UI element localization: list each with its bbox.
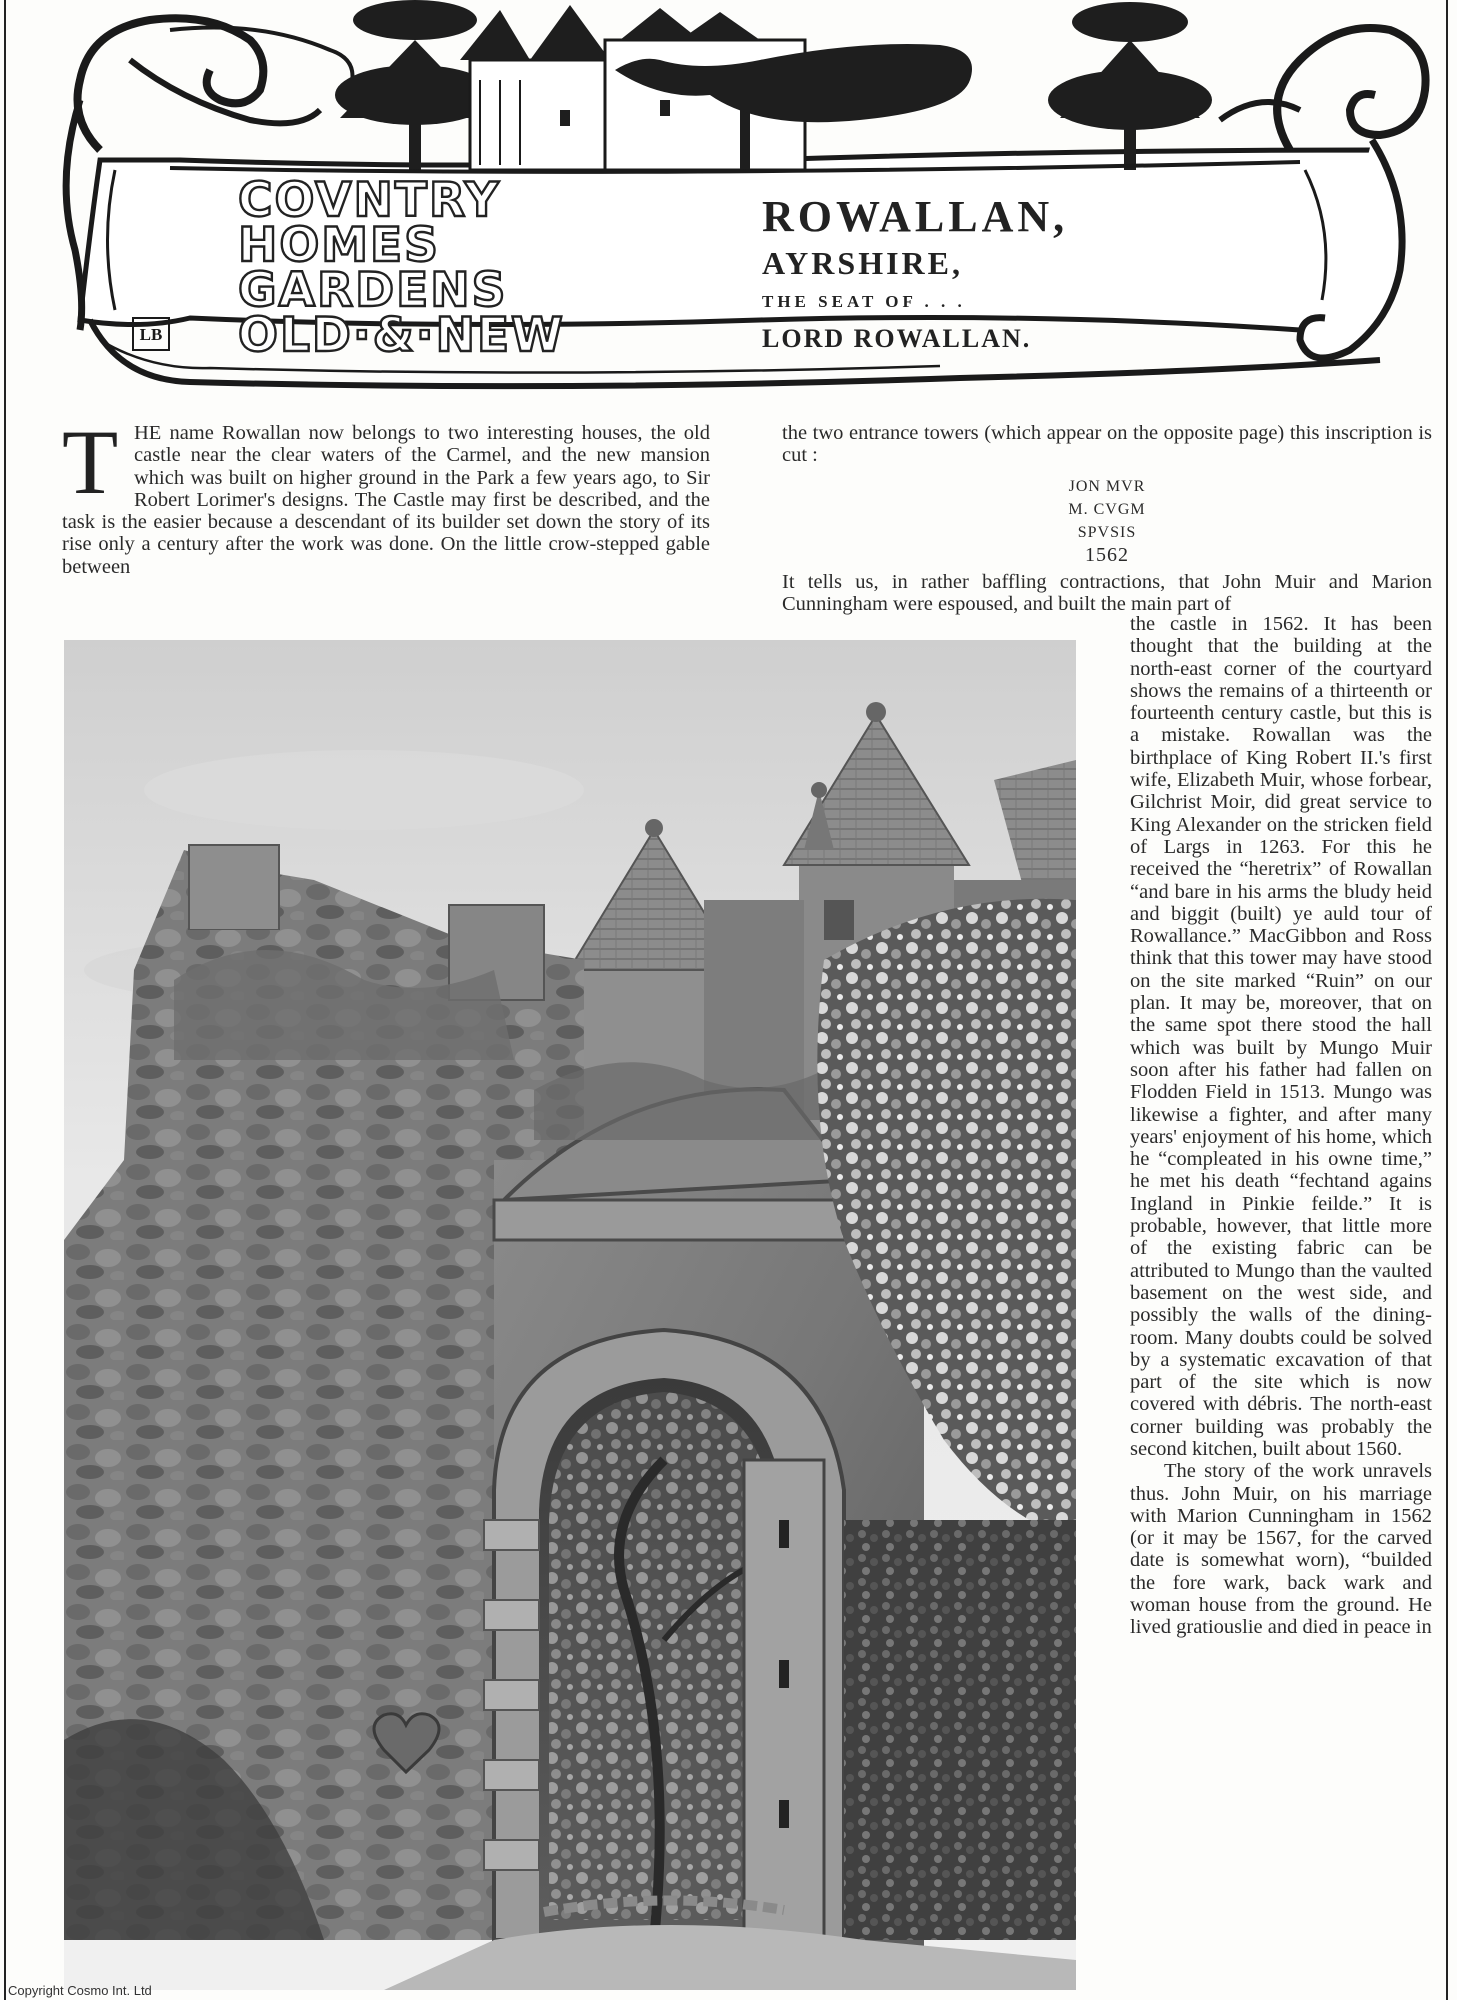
left-column-intro — [62, 411, 710, 578]
article-seat-label: THE SEAT OF . . . — [762, 292, 966, 311]
monogram-text: LB — [139, 325, 163, 344]
right-top-paragraph: the two entrance towers (which appear on the opposite page) this inscription is cut : — [782, 422, 1432, 467]
article-county: AYRSHIRE, — [762, 245, 963, 281]
header-banner — [60, 0, 1438, 400]
inscription-block — [782, 475, 1432, 567]
castle-gateway-illustration — [64, 640, 1076, 1990]
after-inscription-paragraph: It tells us, in rather baffling contractions, that John Muir and Marion Cunningham were espoused, and built the main part of — [782, 570, 1432, 615]
section-title — [238, 173, 668, 363]
article-place: ROWALLAN, — [762, 192, 1069, 241]
right-column-top — [782, 422, 1432, 615]
castle-gateway-photo — [64, 640, 1076, 1990]
section-title-line: COVNTRY — [238, 173, 501, 228]
copyright-notice: Copyright Cosmo Int. Ltd — [8, 1983, 152, 1998]
narrow-column — [1130, 613, 1432, 1639]
narrow-paragraph-2: The story of the work unravels thus. John Muir, on his marriage with Marion Cunningham in 1562 (or it may be 1567, for the carved date is somewhat worn), “builded the fore wark, back wark and woman house from the ground. He lived gratiouslie and died in peace in — [1130, 1460, 1432, 1639]
inscription-line: SPVSIS — [1077, 523, 1137, 541]
article-title — [762, 193, 1182, 359]
article-owner: LORD ROWALLAN. — [762, 324, 1032, 353]
section-title-line: OLD·&·NEW — [238, 308, 565, 363]
inscription-line: JON MVR — [1068, 477, 1146, 495]
narrow-paragraph-1: the castle in 1562. It has been thought that the building at the north-east corner of the courtyard shows the remains of a thirteenth or fourteenth century castle, but this is a mistake. Rowallan was the birthplace of King Robert II.'s first wife, Elizabeth Muir, whose forbear, Gilchrist Moir, did great service to King Alexander on the stricken field of Largs in 1263. For this he received the “heretrix” of Rowallan “and bare in his arms the bludy heid and biggit (built) ye auld tour of Rowallance.” MacGibbon and Ross think that this tower may have stood on the site marked “Ruin” on our plan. It may be, moreover, that on the same spot there stood the hall which was built by Mungo Muir soon after his father had fallen on Flodden Field in 1513. Mungo was likewise a fighter, and after many years' enjoyment of his home, which he “compleated in his owne time,” he met his death “fechtand agains Ingland in Pinkie feilde.” It is probable, however, that little more of the existing fabric can be attributed to Mungo than the vaulted basement on the west side, and possibly the walls of the dining-room. Many doubts could be solved by a systematic excavation of that part of the site which is now covered with débris. The north-east corner building was probably the second kitchen, built about 1560. — [1130, 613, 1432, 1460]
section-title-line: GARDENS — [238, 263, 508, 318]
section-title-line: HOMES — [238, 218, 441, 273]
inscription-line: M. CVGM — [1068, 500, 1146, 518]
intro-paragraph: HE name Rowallan now belongs to two interesting houses, the old castle near the clear waters of the Carmel, and the new mansion which was built on higher ground in the Park a few years ago, to Sir Robert Lorimer's designs. The Castle may first be described, and the task is the easier because a descendant of its builder set down the story of its rise only a century after the work was done. On the little crow-stepped gable between — [62, 422, 710, 578]
inscription-year: 1562 — [1085, 543, 1129, 566]
drop-cap: T — [62, 411, 119, 513]
